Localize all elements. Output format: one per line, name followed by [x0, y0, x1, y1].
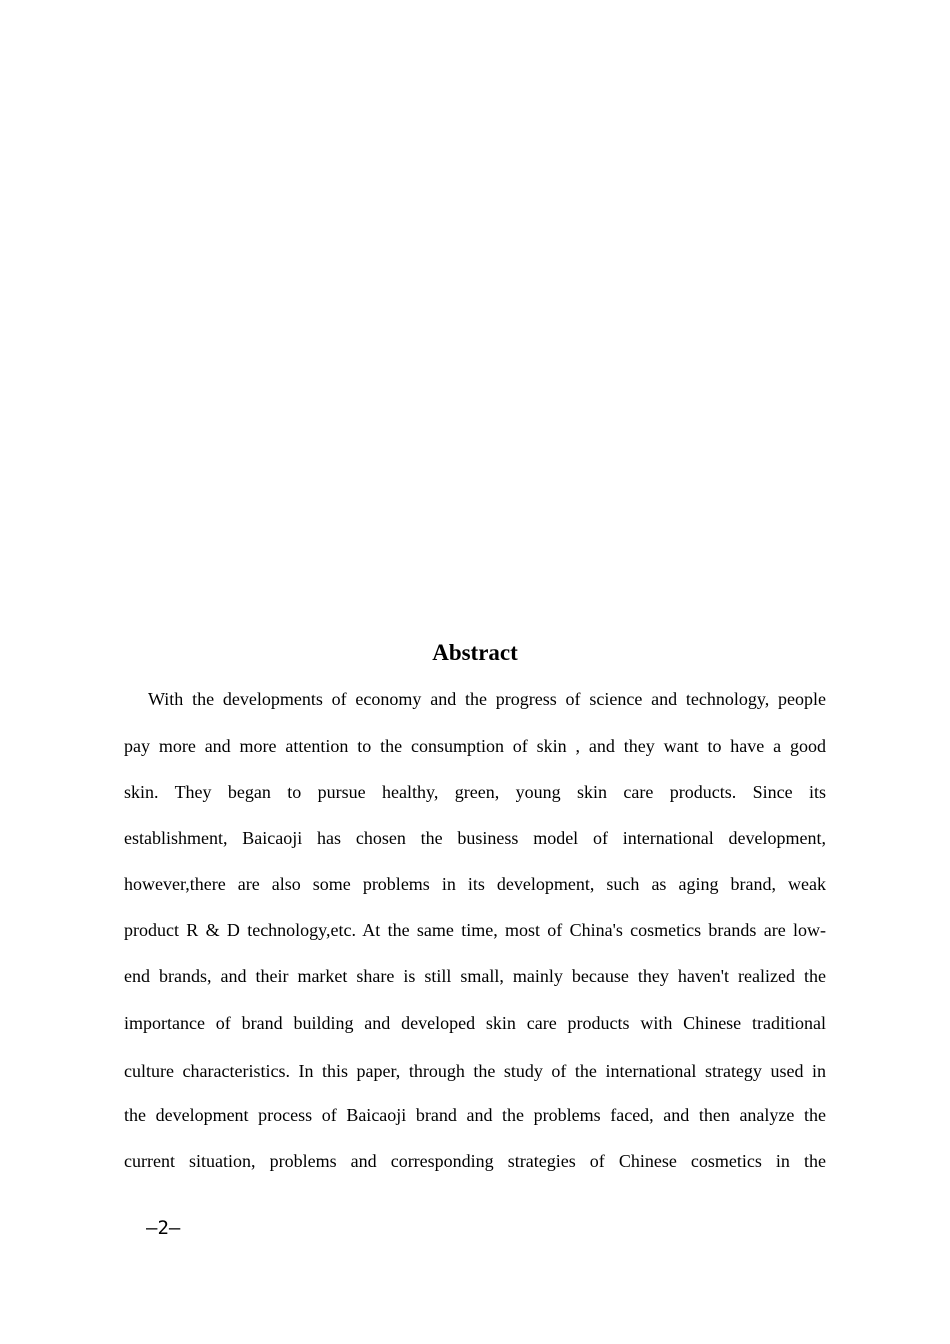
- abstract-line-9: culture characteristics. In this paper, through the study of the international strategy used in: [124, 1061, 826, 1081]
- abstract-line-6: product R & D technology,etc. At the same time, most of China's cosmetics brands are low-: [124, 920, 826, 940]
- abstract-line-3: skin. They began to pursue healthy, green, young skin care products. Since its: [124, 782, 826, 802]
- abstract-line-4: establishment, Baicaoji has chosen the business model of international development,: [124, 828, 826, 848]
- abstract-title: Abstract: [432, 640, 518, 665]
- abstract-line-7: end brands, and their market share is still small, mainly because they haven't realized the: [124, 966, 826, 986]
- abstract-line-2: pay more and more attention to the consumption of skin , and they want to have a good: [124, 736, 826, 756]
- abstract-line-5: however,there are also some problems in its development, such as aging brand, weak: [124, 874, 826, 894]
- abstract-line-1: With the developments of economy and the progress of science and technology, people: [148, 689, 826, 709]
- abstract-line-11: current situation, problems and corresponding strategies of Chinese cosmetics in the: [124, 1151, 826, 1171]
- abstract-body: [124, 0, 826, 1344]
- abstract-line-8: importance of brand building and developed skin care products with Chinese traditional: [124, 1013, 826, 1033]
- page-number: —2—: [146, 1217, 181, 1239]
- abstract-line-10: the development process of Baicaoji brand and the problems faced, and then analyze the: [124, 1105, 826, 1125]
